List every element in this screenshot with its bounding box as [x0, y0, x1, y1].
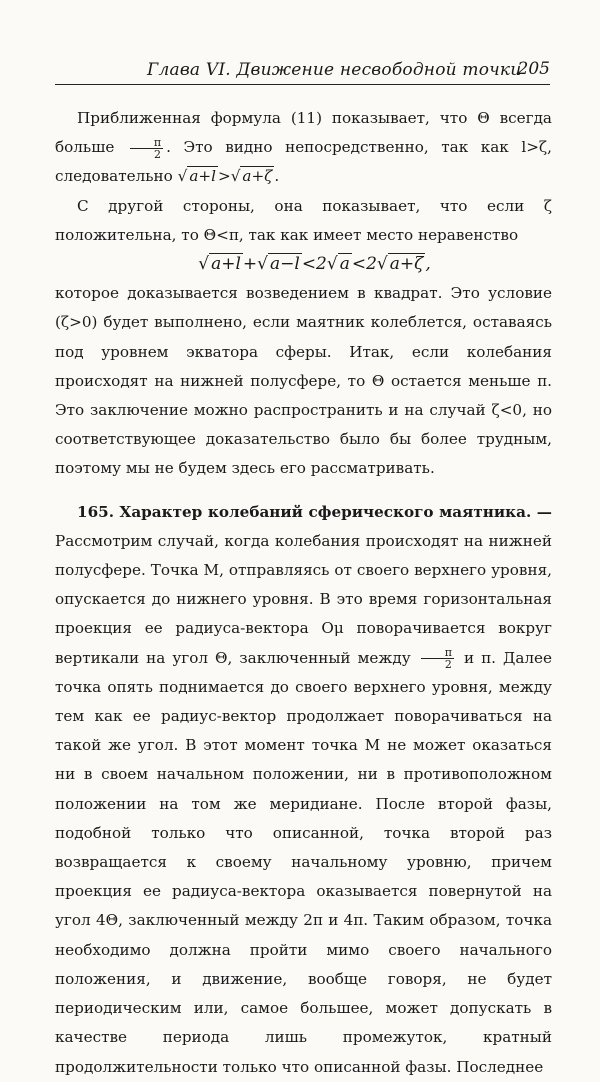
eq-sqrt-1: √ a+l — [198, 254, 241, 275]
eq-sqrt-2: √ a−l — [257, 254, 300, 275]
eq-lt-1: <2 — [301, 254, 327, 275]
paragraph-2: С другой стороны, она показывает, что если ζ положительна, то Θ<π, так как имеет место неравенство — [55, 196, 552, 244]
eq-sqrt-3: √ a — [326, 254, 350, 275]
page-header — [55, 58, 550, 85]
eq-plus: + — [242, 254, 258, 275]
p1-text-a: Приближенная формула (11) показывает, что Θ всегда больше — [55, 109, 552, 157]
page-number: 205 — [517, 59, 550, 79]
eq-lt-2: <2 — [351, 254, 377, 275]
sqrt-a-plus-zeta: √ a+ζ — [230, 167, 273, 186]
section-text-b: и π. Далее точка опять поднимается до своего верхнего уровня, между тем как ее радиус-вектор продолжает поворачиваться на такой же угол. В этот момент точка M не может оказаться ни в своем начальном положении, ни в противоположном положении на том же меридиане. После второй фазы, подобной только что описанной, точка второй раз возвращается к своему начальному уровню, причем проекция ее радиуса-вектора оказывается повернутой на угол 4Θ, заключенный между 2π и 4π. Таким образом, точка необходимо должна пройти мимо своего начального положения, и движение, вообще говоря, не будет периодическим или, самое большее, может допускать в качестве периода лишь промежуток, кратный продолжительности только что описанной фазы. Последнее — [55, 648, 553, 1076]
sqrt-a-plus-l: √ a+l — [177, 167, 216, 186]
paragraph-1 — [55, 104, 552, 192]
paragraph-3: которое доказывается возведением в квадрат. Это условие (ζ>0) будет выполнено, если маятник колеблется, оставаясь под уровнем экватора сферы. Итак, если колебания происходят на нижней полусфере, то Θ остается меньше π. Это заключение можно распространить и на случай ζ<0, но соответствующее доказательство было бы более трудным, поэтому мы не будем здесь его рассматривать. — [55, 284, 552, 478]
p1-text-b: . Это видно непосредственно, так как l>ζ, следовательно — [55, 138, 552, 186]
section-fraction-pi-over-2: $\frac{\pi}{2}$ — [421, 647, 454, 670]
eq-sqrt-4: √ a+ζ — [376, 254, 424, 275]
section-heading: 165. Характер колебаний сферического маятника. — — [77, 502, 552, 521]
inequality-equation — [55, 250, 552, 279]
gt-sign: > — [217, 167, 231, 186]
eq-end: , — [425, 254, 431, 275]
running-title: Глава VI. Движение несвободной точки — [147, 60, 522, 80]
main-text — [55, 104, 552, 1082]
section-spacer — [55, 484, 552, 498]
fraction-pi-over-2: $\frac{\pi}{2}$ — [130, 137, 163, 160]
section-text-a: Рассмотрим случай, когда колебания происходят на нижней полусфере. Точка M, отправляясь от своего верхнего уровня, опускается до нижнего уровня. В это время горизонтальная проекция ее радиуса-вектора Oμ поворачивается вокруг вертикали на угол Θ, заключенный между — [55, 531, 552, 667]
p1-text-c: . — [274, 167, 280, 186]
section-165 — [55, 498, 552, 1082]
